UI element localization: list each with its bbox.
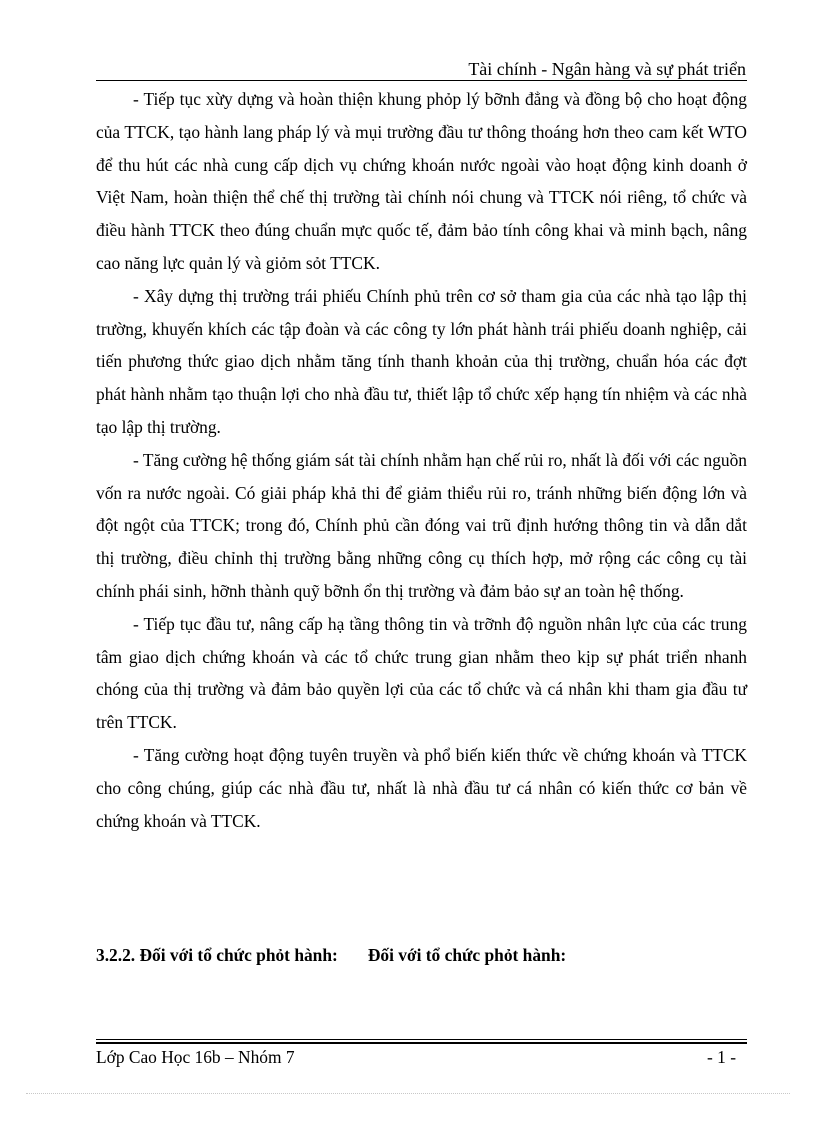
header-divider — [96, 80, 747, 81]
paragraph-legal-framework: - Tiếp tục xừy dựng và hoàn thiện khung phỏp lý bỡnh đẳng và đồng bộ cho hoạt động của TTCK, tạo hành lang pháp lý và mụi trường đầu tư thông thoáng hơn theo cam kết WTO để thu hút các nhà cung cấp dịch vụ chứng khoán nước ngoài vào hoạt động kinh doanh ở Việt Nam, hoàn thiện thể chế thị trường tài chính nói chung và TTCK nói riêng, tổ chức và điều hành TTCK theo đúng chuẩn mực quốc tế, đảm bảo tính công khai và minh bạch, nâng cao năng lực quản lý và giỏm sỏt TTCK. — [96, 89, 747, 273]
body-text — [96, 83, 747, 837]
paragraph-infrastructure-investment: - Tiếp tục đầu tư, nâng cấp hạ tầng thông tin và trỡnh độ nguồn nhân lực của các trung tâm giao dịch chứng khoán và các tổ chức trung gian nhằm theo kịp sự phát triển nhanh chóng của thị trường và đảm bảo quyền lợi của các tổ chức và cá nhân khi tham gia đầu tư trên TTCK. — [96, 613, 747, 733]
paragraph-financial-supervision: - Tăng cường hệ thống giám sát tài chính nhằm hạn chế rủi ro, nhất là đối với các nguồn vốn ra nước ngoài. Có giải pháp khả thi để giảm thiểu rủi ro, tránh những biến động lớn và đột ngột của TTCK; trong đó, Chính phủ cần đóng vai trũ định hướng thông tin và dẫn dắt thị trường, điều chỉnh thị trường bằng những công cụ thích hợp, mở rộng các công cụ tài chính phái sinh, hỡnh thành quỹ bỡnh ổn thị trường và đảm bảo sự an toàn hệ thống. — [96, 449, 747, 601]
footer-class-group: Lớp Cao Học 16b – Nhóm 7 — [96, 1047, 295, 1067]
page-edge-divider — [26, 1093, 790, 1094]
page-number: - 1 - — [707, 1047, 736, 1067]
section-heading-main: 3.2.2. Đối với tổ chức phỏt hành: — [96, 945, 338, 965]
section-heading — [96, 943, 566, 967]
paragraph-bond-market: - Xây dựng thị trường trái phiếu Chính phủ trên cơ sở tham gia của các nhà tạo lập thị trường, khuyến khích các tập đoàn và các công ty lớn phát hành trái phiếu doanh nghiệp, cải tiến phương thức giao dịch nhằm tăng tính thanh khoản của thị trường, chuẩn hóa các đợt phát hành nhằm tạo thuận lợi cho nhà đầu tư, thiết lập tổ chức xếp hạng tín nhiệm và các nhà tạo lập thị trường. — [96, 285, 747, 437]
section-heading-repeat: Đối với tổ chức phỏt hành: — [367, 945, 567, 965]
footer-divider-thick — [96, 1042, 747, 1044]
footer-divider-thin — [96, 1039, 747, 1040]
paragraph-public-education: - Tăng cường hoạt động tuyên truyền và phổ biến kiến thức về chứng khoán và TTCK cho công chúng, giúp các nhà đầu tư, nhất là nhà đầu tư cá nhân có kiến thức cơ bản về chứng khoán và TTCK. — [96, 744, 747, 831]
running-header: Tài chính - Ngân hàng và sự phát triển — [468, 59, 746, 79]
